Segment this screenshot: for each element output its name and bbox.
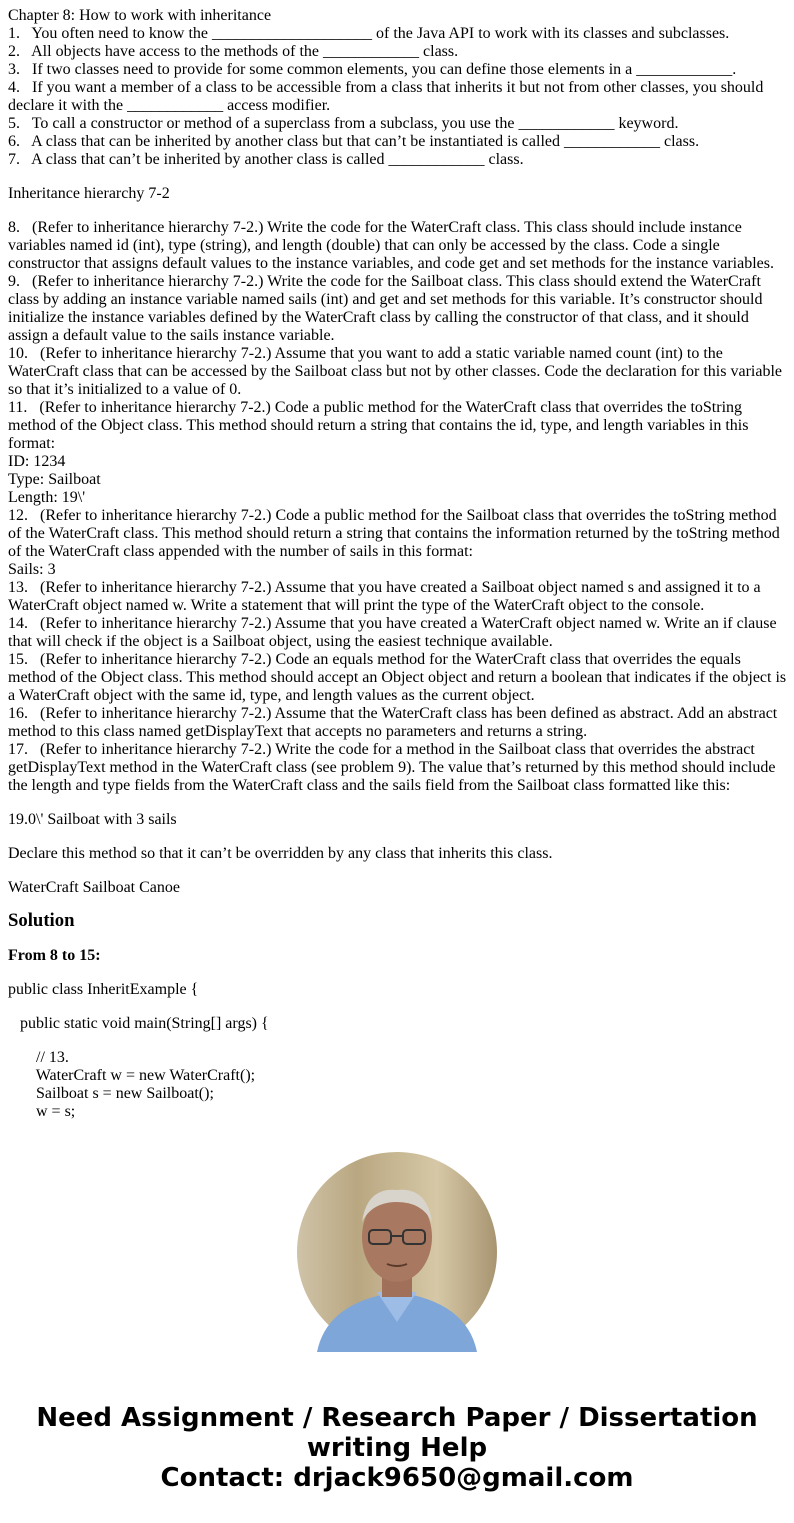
code-body: // 13. WaterCraft w = new WaterCraft(); Sailboat s = new Sailboat(); w = s; xyxy=(35,1049,256,1120)
code-class-line: public class InheritExample { xyxy=(8,981,199,998)
question-15: 15. (Refer to inheritance hierarchy 7-2.) Code an equals method for the WaterCraft class that overrides the equals method of the Object class. This method should accept an Object object and return a boolean that indicates if the object is a WaterCraft object with the same id, type, and length values as the current object. xyxy=(8,651,791,704)
person-photo-icon xyxy=(297,1152,497,1352)
footer-contact: Contact: drjack9650@gmail.com xyxy=(160,1463,634,1493)
question-3: 3. If two classes need to provide for some common elements, you can define those elements in a ____________. xyxy=(8,61,737,78)
question-4: 4. If you want a member of a class to be accessible from a class that inherits it but not from other classes, you should declare it with the ____________ access modifier. xyxy=(8,79,768,114)
question-11: 11. (Refer to inheritance hierarchy 7-2.) Code a public method for the WaterCraft class that overrides the toString method of the Object class. This method should return a string that contains the id, type, and length variables in this format: ID: 1234 Type: Sailboat Length: 19\' xyxy=(8,399,749,506)
footer-banner xyxy=(0,1403,794,1493)
question-17: 17. (Refer to inheritance hierarchy 7-2.) Write the code for a method in the Sailboat class that overrides the abstract getDisplayText method in the WaterCraft class (see problem 9). The value that’s returned by this method should include the length and type fields from the WaterCraft class and the sails field from the Sailboat class formatted like this: xyxy=(8,741,780,794)
question-10: 10. (Refer to inheritance hierarchy 7-2.) Assume that you want to add a static variable named count (int) to the WaterCraft class that can be accessed by the Sailboat class but not by other classes. Code the declaration for this variable so that it’s initialized to a value of 0. xyxy=(8,345,786,398)
question-6: 6. A class that can be inherited by another class but that can’t be instantiated is called ____________ class. xyxy=(8,133,700,150)
question-16: 16. (Refer to inheritance hierarchy 7-2.) Assume that the WaterCraft class has been defined as abstract. Add an abstract method to this class named getDisplayText that accepts no parameters and returns a string. xyxy=(8,705,782,740)
question-1: 1. You often need to know the ____________________ of the Java API to work with its classes and subclasses. xyxy=(8,25,730,42)
code-main-line: public static void main(String[] args) { xyxy=(8,1015,269,1032)
question-7: 7. A class that can’t be inherited by another class is called ____________ class. xyxy=(8,151,524,168)
question-2: 2. All objects have access to the methods of the ____________ class. xyxy=(8,43,459,60)
question-13: 13. (Refer to inheritance hierarchy 7-2.) Assume that you have created a Sailboat object named s and assigned it to a WaterCraft object named w. Write a statement that will print the type of the WaterCraft object to the console. xyxy=(8,579,765,614)
question-8: 8. (Refer to inheritance hierarchy 7-2.) Write the code for the WaterCraft class. This class should include instance variables named id (int), type (string), and length (double) that can only be accessed by the class. Code a single constructor that assigns default values to the instance variables, and code get and set methods for the instance variables. xyxy=(8,219,774,272)
hierarchy-classes: WaterCraft Sailboat Canoe xyxy=(8,879,180,896)
document-body xyxy=(8,7,791,1122)
solution-heading: Solution xyxy=(8,910,75,931)
example-output: 19.0\' Sailboat with 3 sails xyxy=(8,811,177,828)
question-14: 14. (Refer to inheritance hierarchy 7-2.) Assume that you have created a WaterCraft object named w. Write an if clause that will check if the object is a Sailboat object, using the easiest technique available. xyxy=(8,615,781,650)
question-5: 5. To call a constructor or method of a superclass from a subclass, you use the ____________ keyword. xyxy=(8,115,679,132)
hierarchy-heading: Inheritance hierarchy 7-2 xyxy=(8,185,170,202)
chapter-title: Chapter 8: How to work with inheritance xyxy=(8,7,272,24)
solution-subheading: From 8 to 15: xyxy=(8,947,101,964)
question-9: 9. (Refer to inheritance hierarchy 7-2.) Write the code for the Sailboat class. This class should extend the WaterCraft class by adding an instance variable named sails (int) and get and set methods for this variable. It’s constructor should initialize the instance variables defined by the WaterCraft class by calling the constructor of that class, and it should assign a default value to the sails instance variable. xyxy=(8,273,767,344)
question-12: 12. (Refer to inheritance hierarchy 7-2.) Code a public method for the Sailboat class that overrides the toString method of the WaterCraft class. This method should return a string that contains the information returned by the toString method of the WaterCraft class appended with the number of sails in this format: Sails: 3 xyxy=(8,507,780,578)
footer-help-text: Need Assignment / Research Paper / Dissertation writing Help xyxy=(36,1403,758,1463)
declare-note: Declare this method so that it can’t be overridden by any class that inherits this class. xyxy=(8,845,553,862)
author-avatar xyxy=(297,1152,497,1352)
